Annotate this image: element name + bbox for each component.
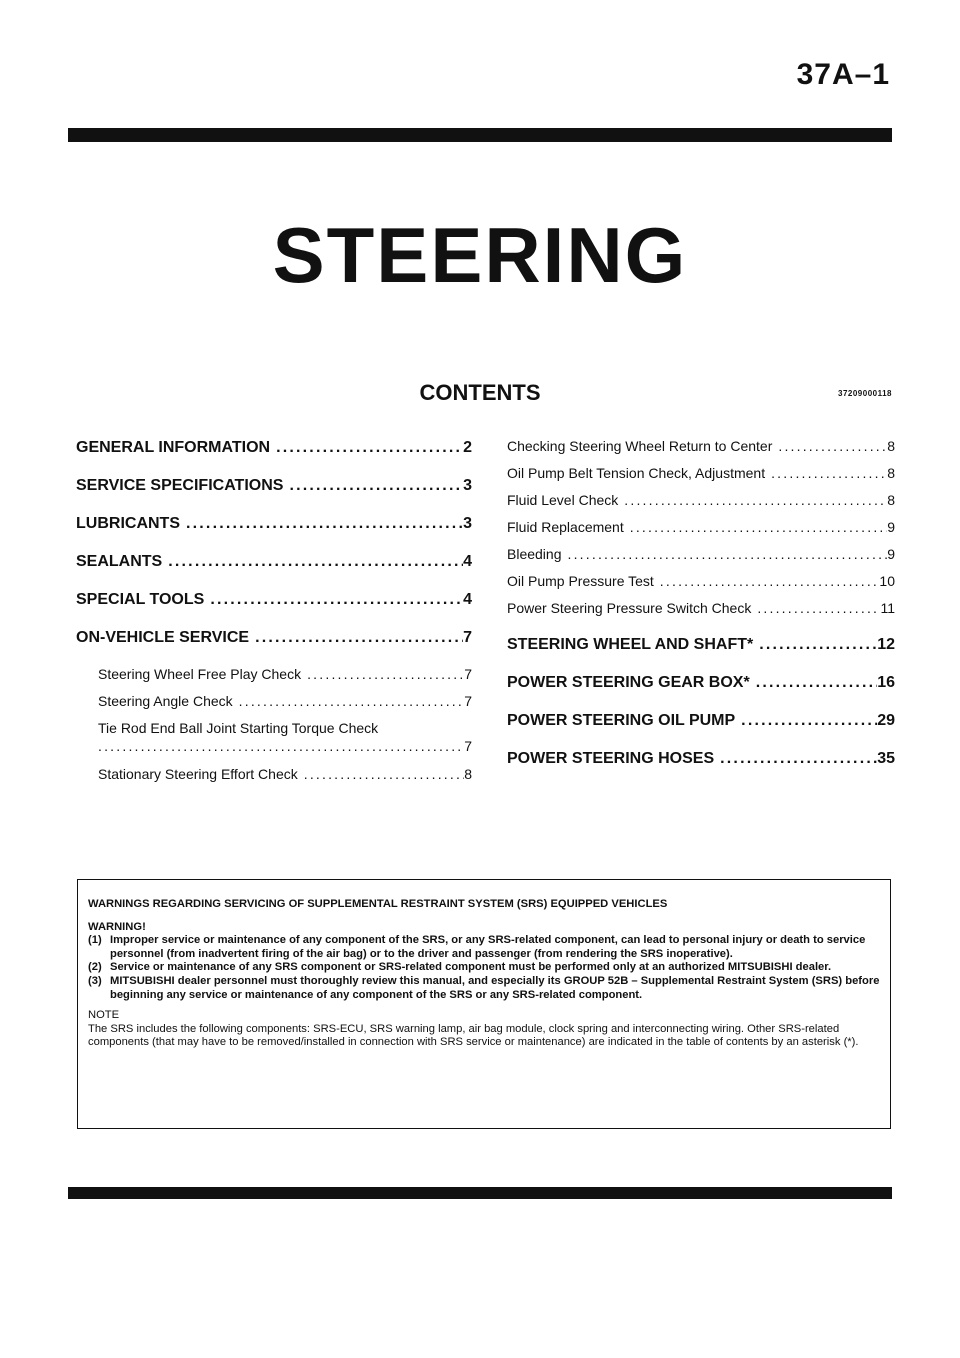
- toc-subentry-return-to-center[interactable]: Checking Steering Wheel Return to Center ..... 8: [507, 437, 895, 464]
- warning-item: (2) Service or maintenance of any SRS component or SRS-related component must be performed only at an authorized MITSUBISHI dealer.: [88, 961, 832, 974]
- toc-right-column: [507, 437, 895, 786]
- toc-subentry-fluid-replacement[interactable]: Fluid Replacement ..... 9: [507, 518, 895, 545]
- toc-entry-special-tools[interactable]: SPECIAL TOOLS ..... 4: [76, 589, 472, 627]
- contents-heading: CONTENTS: [419, 380, 541, 405]
- toc-subentry-free-play-check[interactable]: Steering Wheel Free Play Check ..... 7: [76, 665, 472, 692]
- toc-entry-gear-box[interactable]: POWER STEERING GEAR BOX* ..... 16: [507, 672, 895, 710]
- toc-entry-hoses[interactable]: POWER STEERING HOSES ..... 35: [507, 748, 895, 786]
- toc-entry-lubricants[interactable]: LUBRICANTS ..... 3: [76, 513, 472, 551]
- toc-subentry-pressure-test[interactable]: Oil Pump Pressure Test ..... 10: [507, 572, 895, 599]
- toc-subentry-bleeding[interactable]: Bleeding ..... 9: [507, 545, 895, 572]
- toc-subentry-pressure-switch[interactable]: Power Steering Pressure Switch Check ..... 11: [507, 599, 895, 626]
- top-rule: [68, 128, 892, 142]
- page-title: STEERING: [272, 211, 688, 299]
- toc-subentry-stationary-effort-check[interactable]: Stationary Steering Effort Check ..... 8: [76, 765, 472, 792]
- toc-entry-wheel-and-shaft[interactable]: STEERING WHEEL AND SHAFT* ..... 12: [507, 634, 895, 672]
- document-code: 37209000118: [838, 389, 892, 398]
- note-label: NOTE: [88, 1009, 120, 1022]
- toc-subentry-steering-angle-check[interactable]: Steering Angle Check ..... 7: [76, 692, 472, 719]
- srs-warning-box: [77, 879, 891, 1129]
- toc-subentry-fluid-level[interactable]: Fluid Level Check ..... 8: [507, 491, 895, 518]
- warning-item: (1) Improper service or maintenance of any component of the SRS, or any SRS-related component, can lead to personal injury or death to service personnel (from inadvertent firing of the air bag) or to the driver and passenger (from rendering the SRS inoperative).: [88, 934, 866, 960]
- bottom-rule: [68, 1187, 892, 1199]
- warning-box-title: WARNINGS REGARDING SERVICING OF SUPPLEMENTAL RESTRAINT SYSTEM (SRS) EQUIPPED VEHICLES: [88, 898, 668, 910]
- warning-list: [88, 934, 880, 1002]
- toc-entry-sealants[interactable]: SEALANTS ..... 4: [76, 551, 472, 589]
- page-number: 37A–1: [796, 58, 890, 91]
- warning-item: (3) MITSUBISHI dealer personnel must thoroughly review this manual, and especially its GROUP 52B – Supplemental Restraint System (SRS) before beginning any service or maintenance of any component of the SRS or any SRS-related component.: [88, 974, 880, 1001]
- note-text: The SRS includes the following components: SRS-ECU, SRS warning lamp, air bag module, clock spring and interconnecting wiring. Other SRS-related components (that may have to be removed/installed in connection with SRS service or maintenance) are indicated in the table of contents by an asterisk (*).: [88, 1022, 859, 1049]
- toc-subentry-belt-tension[interactable]: Oil Pump Belt Tension Check, Adjustment ..... 8: [507, 464, 895, 491]
- toc-entry-service-specifications[interactable]: SERVICE SPECIFICATIONS ..... 3: [76, 475, 472, 513]
- warning-heading: WARNING!: [88, 920, 146, 933]
- toc-entry-oil-pump[interactable]: POWER STEERING OIL PUMP ..... 29: [507, 710, 895, 748]
- toc-entry-on-vehicle-service[interactable]: ON-VEHICLE SERVICE ..... 7: [76, 627, 472, 665]
- toc-subentry-tie-rod-check[interactable]: Tie Rod End Ball Joint Starting Torque Check ..... 7: [76, 719, 472, 765]
- toc-entry-general-information[interactable]: GENERAL INFORMATION ..... 2: [76, 437, 472, 475]
- toc-left-column: [76, 437, 472, 792]
